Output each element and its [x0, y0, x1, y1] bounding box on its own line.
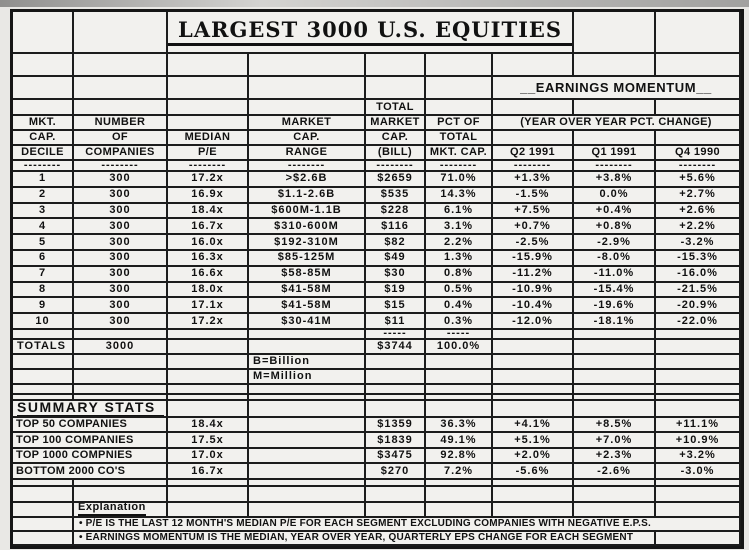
q1-cell: -18.1% [574, 314, 656, 330]
q2-cell: +0.7% [493, 219, 574, 235]
q4-cell: +10.9% [656, 433, 741, 449]
empty-cell [366, 401, 426, 418]
empty-cell [574, 503, 656, 518]
empty-cell [574, 480, 656, 487]
empty-cell [574, 401, 656, 418]
summary-label: TOP 100 COMPANIES [13, 433, 168, 449]
pe-cell: 17.2x [168, 314, 249, 330]
range-cell: $192-310M [249, 235, 366, 251]
pct-cell: 1.3% [426, 251, 493, 267]
empty-cell [13, 54, 74, 77]
dash-cell: -------- [13, 161, 74, 172]
pct-cell: 49.1% [426, 433, 493, 449]
mktcap-cell: $228 [366, 204, 426, 220]
empty-cell [13, 487, 74, 503]
q4-cell: -22.0% [656, 314, 741, 330]
q1-cell: 0.0% [574, 188, 656, 204]
companies-cell: 300 [74, 219, 168, 235]
empty-cell [493, 480, 574, 487]
range-cell: $58-85M [249, 267, 366, 283]
empty-cell [13, 370, 74, 385]
empty-cell [493, 340, 574, 355]
mktcap-cell: $11 [366, 314, 426, 330]
header-cap-range: CAP. [249, 131, 366, 146]
q4-cell: +5.6% [656, 172, 741, 188]
pct-cell: 3.1% [426, 219, 493, 235]
empty-cell [249, 330, 366, 340]
mktcap-cell: $2659 [366, 172, 426, 188]
pct-cell: 71.0% [426, 172, 493, 188]
q4-cell: +3.2% [656, 449, 741, 465]
q4-cell: +2.2% [656, 219, 741, 235]
empty-cell [366, 385, 426, 395]
range-cell: >$2.6B [249, 172, 366, 188]
q2-cell: -12.0% [493, 314, 574, 330]
title-cell [168, 12, 574, 54]
empty-cell [366, 355, 426, 370]
empty-cell [656, 487, 741, 503]
empty-cell [493, 503, 574, 518]
empty-cell [426, 54, 493, 77]
pe-cell: 18.4x [168, 418, 249, 434]
legend-million: M=Million [249, 370, 366, 385]
decile-cell: 9 [13, 298, 74, 314]
empty-cell [366, 480, 426, 487]
decile-cell: 5 [13, 235, 74, 251]
header-of: OF [74, 131, 168, 146]
empty-cell [74, 77, 168, 100]
subtotal-dash-cell: ----- [366, 330, 426, 340]
q1-cell: +7.0% [574, 433, 656, 449]
subtotal-dash-cell: ----- [426, 330, 493, 340]
pe-cell: 17.0x [168, 449, 249, 465]
range-cell: $41-58M [249, 298, 366, 314]
legend-billion: B=Billion [249, 355, 366, 370]
pe-cell: 16.9x [168, 188, 249, 204]
empty-cell [74, 355, 168, 370]
empty-cell [574, 54, 656, 77]
empty-cell [656, 340, 741, 355]
empty-cell [74, 54, 168, 77]
empty-cell [168, 116, 249, 131]
mktcap-cell: $1359 [366, 418, 426, 434]
empty-cell [168, 355, 249, 370]
empty-cell [426, 401, 493, 418]
empty-cell [656, 401, 741, 418]
totals-mktcap: $3744 [366, 340, 426, 355]
summary-heading-cell [13, 401, 168, 418]
header-number: NUMBER [74, 116, 168, 131]
empty-cell [574, 340, 656, 355]
explanation-bullet-pe: • P/E IS THE LAST 12 MONTH'S MEDIAN P/E FOR EACH SEGMENT EXCLUDING COMPANIES WITH NEGATIVE E.P.S. [74, 518, 741, 532]
empty-cell [13, 77, 74, 100]
summary-stats-heading: SUMMARY STATS [17, 401, 164, 417]
header-companies: COMPANIES [74, 146, 168, 161]
empty-cell [13, 12, 74, 54]
q4-cell: +2.6% [656, 204, 741, 220]
pct-cell: 0.3% [426, 314, 493, 330]
decile-cell: 3 [13, 204, 74, 220]
pe-cell: 18.4x [168, 204, 249, 220]
dash-cell: -------- [574, 161, 656, 172]
header-range: RANGE [249, 146, 366, 161]
dash-cell: -------- [249, 161, 366, 172]
empty-cell [656, 385, 741, 395]
companies-cell: 300 [74, 235, 168, 251]
q4-cell: -16.0% [656, 267, 741, 283]
empty-cell [366, 370, 426, 385]
pct-cell: 14.3% [426, 188, 493, 204]
header-decile: DECILE [13, 146, 74, 161]
empty-cell [366, 77, 426, 100]
empty-cell [13, 532, 74, 546]
decile-cell: 4 [13, 219, 74, 235]
pe-cell: 18.0x [168, 283, 249, 299]
header-total: TOTAL [366, 100, 426, 116]
mktcap-cell: $15 [366, 298, 426, 314]
empty-cell [13, 355, 74, 370]
empty-cell [656, 330, 741, 340]
empty-cell [493, 330, 574, 340]
empty-cell [249, 385, 366, 395]
empty-cell [574, 131, 656, 146]
q2-cell: -11.2% [493, 267, 574, 283]
q4-cell: +11.1% [656, 418, 741, 434]
q2-cell: +1.3% [493, 172, 574, 188]
mktcap-cell: $49 [366, 251, 426, 267]
q4-cell: -3.0% [656, 464, 741, 480]
header-bill: (BILL) [366, 146, 426, 161]
q1-cell: +0.4% [574, 204, 656, 220]
q1-cell: -2.9% [574, 235, 656, 251]
dash-cell: -------- [366, 161, 426, 172]
decile-cell: 1 [13, 172, 74, 188]
empty-cell [656, 370, 741, 385]
pe-cell: 17.5x [168, 433, 249, 449]
q4-cell: -20.9% [656, 298, 741, 314]
q1-cell: -2.6% [574, 464, 656, 480]
q1-cell: -15.4% [574, 283, 656, 299]
empty-cell [366, 487, 426, 503]
empty-cell [249, 340, 366, 355]
dash-cell: -------- [493, 161, 574, 172]
scan-artifact [0, 0, 749, 7]
decile-cell: 7 [13, 267, 74, 283]
pct-cell: 0.4% [426, 298, 493, 314]
empty-cell [574, 487, 656, 503]
empty-cell [13, 385, 74, 395]
range-cell: $41-58M [249, 283, 366, 299]
dash-cell: -------- [426, 161, 493, 172]
empty-cell [249, 480, 366, 487]
q2-cell: -10.9% [493, 283, 574, 299]
empty-cell [249, 77, 366, 100]
empty-cell [493, 100, 574, 116]
empty-cell [366, 503, 426, 518]
q2-cell: +2.0% [493, 449, 574, 465]
pct-cell: 6.1% [426, 204, 493, 220]
empty-cell [249, 464, 366, 480]
summary-label: TOP 1000 COMPNIES [13, 449, 168, 465]
empty-cell [656, 355, 741, 370]
q2-cell: +7.5% [493, 204, 574, 220]
q2-cell: -10.4% [493, 298, 574, 314]
empty-cell [168, 54, 249, 77]
q1-cell: +3.8% [574, 172, 656, 188]
range-cell: $85-125M [249, 251, 366, 267]
header-q2-1991: Q2 1991 [493, 146, 574, 161]
empty-cell [426, 100, 493, 116]
empty-cell [74, 487, 168, 503]
mktcap-cell: $3475 [366, 449, 426, 465]
empty-cell [574, 355, 656, 370]
empty-cell [168, 370, 249, 385]
empty-cell [249, 487, 366, 503]
pe-cell: 16.3x [168, 251, 249, 267]
empty-cell [74, 330, 168, 340]
companies-cell: 300 [74, 314, 168, 330]
pct-cell: 36.3% [426, 418, 493, 434]
empty-cell [426, 77, 493, 100]
empty-cell [168, 330, 249, 340]
equities-table [10, 9, 744, 549]
header-market-total: MARKET [366, 116, 426, 131]
q4-cell: -15.3% [656, 251, 741, 267]
q1-cell: -8.0% [574, 251, 656, 267]
header-mkt-cap: MKT. CAP. [426, 146, 493, 161]
dash-cell: -------- [656, 161, 741, 172]
empty-cell [74, 100, 168, 116]
empty-cell [168, 503, 249, 518]
mktcap-cell: $535 [366, 188, 426, 204]
empty-cell [249, 401, 366, 418]
empty-cell [249, 503, 366, 518]
empty-cell [366, 54, 426, 77]
pct-cell: 7.2% [426, 464, 493, 480]
empty-cell [656, 503, 741, 518]
empty-cell [493, 54, 574, 77]
empty-cell [493, 487, 574, 503]
pe-cell: 16.6x [168, 267, 249, 283]
pct-cell: 2.2% [426, 235, 493, 251]
mktcap-cell: $19 [366, 283, 426, 299]
q4-cell: -3.2% [656, 235, 741, 251]
earnings-momentum-heading: __EARNINGS MOMENTUM__ [493, 77, 741, 100]
mktcap-cell: $116 [366, 219, 426, 235]
empty-cell [13, 100, 74, 116]
empty-cell [574, 385, 656, 395]
companies-cell: 300 [74, 283, 168, 299]
page-title: LARGEST 3000 U.S. EQUITIES [168, 19, 572, 46]
q2-cell: -2.5% [493, 235, 574, 251]
empty-cell [426, 487, 493, 503]
q2-cell: -1.5% [493, 188, 574, 204]
empty-cell [168, 340, 249, 355]
empty-cell [426, 503, 493, 518]
header-market-range: MARKET [249, 116, 366, 131]
empty-cell [656, 12, 741, 54]
companies-cell: 300 [74, 267, 168, 283]
empty-cell [249, 418, 366, 434]
empty-cell [656, 131, 741, 146]
mktcap-cell: $30 [366, 267, 426, 283]
range-cell: $30-41M [249, 314, 366, 330]
q1-cell: -19.6% [574, 298, 656, 314]
empty-cell [574, 330, 656, 340]
pct-cell: 0.8% [426, 267, 493, 283]
empty-cell [74, 480, 168, 487]
empty-cell [168, 100, 249, 116]
empty-cell [426, 480, 493, 487]
header-q4-1990: Q4 1990 [656, 146, 741, 161]
q2-cell: +4.1% [493, 418, 574, 434]
pct-cell: 0.5% [426, 283, 493, 299]
empty-cell [656, 54, 741, 77]
q2-cell: -5.6% [493, 464, 574, 480]
empty-cell [13, 503, 74, 518]
companies-cell: 300 [74, 172, 168, 188]
empty-cell [168, 480, 249, 487]
header-total-pct: TOTAL [426, 131, 493, 146]
pe-cell: 16.7x [168, 219, 249, 235]
companies-cell: 300 [74, 298, 168, 314]
q1-cell: -11.0% [574, 267, 656, 283]
range-cell: $310-600M [249, 219, 366, 235]
header-pe: P/E [168, 146, 249, 161]
summary-label: TOP 50 COMPANIES [13, 418, 168, 434]
empty-cell [13, 330, 74, 340]
companies-cell: 300 [74, 251, 168, 267]
pct-cell: 92.8% [426, 449, 493, 465]
decile-cell: 10 [13, 314, 74, 330]
q2-cell: +5.1% [493, 433, 574, 449]
empty-cell [493, 370, 574, 385]
pe-cell: 17.2x [168, 172, 249, 188]
header-median: MEDIAN [168, 131, 249, 146]
empty-cell [656, 532, 741, 546]
empty-cell [74, 385, 168, 395]
empty-cell [168, 401, 249, 418]
q1-cell: +0.8% [574, 219, 656, 235]
empty-cell [574, 100, 656, 116]
dash-cell: -------- [168, 161, 249, 172]
header-cap-total: CAP. [366, 131, 426, 146]
q4-cell: +2.7% [656, 188, 741, 204]
totals-pct: 100.0% [426, 340, 493, 355]
empty-cell [13, 518, 74, 532]
empty-cell [249, 433, 366, 449]
empty-cell [574, 370, 656, 385]
empty-cell [574, 12, 656, 54]
pe-cell: 16.0x [168, 235, 249, 251]
companies-cell: 300 [74, 188, 168, 204]
explanation-heading: Explanation [78, 503, 146, 517]
mktcap-cell: $82 [366, 235, 426, 251]
q1-cell: +2.3% [574, 449, 656, 465]
decile-cell: 8 [13, 283, 74, 299]
decile-cell: 6 [13, 251, 74, 267]
header-q1-1991: Q1 1991 [574, 146, 656, 161]
empty-cell [493, 385, 574, 395]
empty-cell [168, 487, 249, 503]
empty-cell [249, 100, 366, 116]
q4-cell: -21.5% [656, 283, 741, 299]
range-cell: $600M-1.1B [249, 204, 366, 220]
totals-companies: 3000 [74, 340, 168, 355]
empty-cell [426, 355, 493, 370]
empty-cell [426, 370, 493, 385]
q1-cell: +8.5% [574, 418, 656, 434]
header-pct-of: PCT OF [426, 116, 493, 131]
pe-cell: 17.1x [168, 298, 249, 314]
empty-cell [74, 370, 168, 385]
summary-label: BOTTOM 2000 CO'S [13, 464, 168, 480]
mktcap-cell: $1839 [366, 433, 426, 449]
explanation-bullet-momentum: • EARNINGS MOMENTUM IS THE MEDIAN, YEAR OVER YEAR, QUARTERLY EPS CHANGE FOR EACH SEGMENT [74, 532, 656, 546]
decile-cell: 2 [13, 188, 74, 204]
empty-cell [656, 480, 741, 487]
explanation-heading-cell [74, 503, 168, 518]
empty-cell [493, 131, 574, 146]
empty-cell [249, 449, 366, 465]
empty-cell [249, 54, 366, 77]
empty-cell [426, 385, 493, 395]
header-cap: CAP. [13, 131, 74, 146]
pe-cell: 16.7x [168, 464, 249, 480]
mktcap-cell: $270 [366, 464, 426, 480]
q2-cell: -15.9% [493, 251, 574, 267]
empty-cell [493, 401, 574, 418]
empty-cell [493, 355, 574, 370]
empty-cell [13, 480, 74, 487]
range-cell: $1.1-2.6B [249, 188, 366, 204]
empty-cell [74, 12, 168, 54]
dash-cell: -------- [74, 161, 168, 172]
empty-cell [168, 77, 249, 100]
empty-cell [168, 385, 249, 395]
header-yoy-change: (YEAR OVER YEAR PCT. CHANGE) [493, 116, 741, 131]
header-mkt: MKT. [13, 116, 74, 131]
empty-cell [656, 100, 741, 116]
totals-label: TOTALS [13, 340, 74, 355]
companies-cell: 300 [74, 204, 168, 220]
